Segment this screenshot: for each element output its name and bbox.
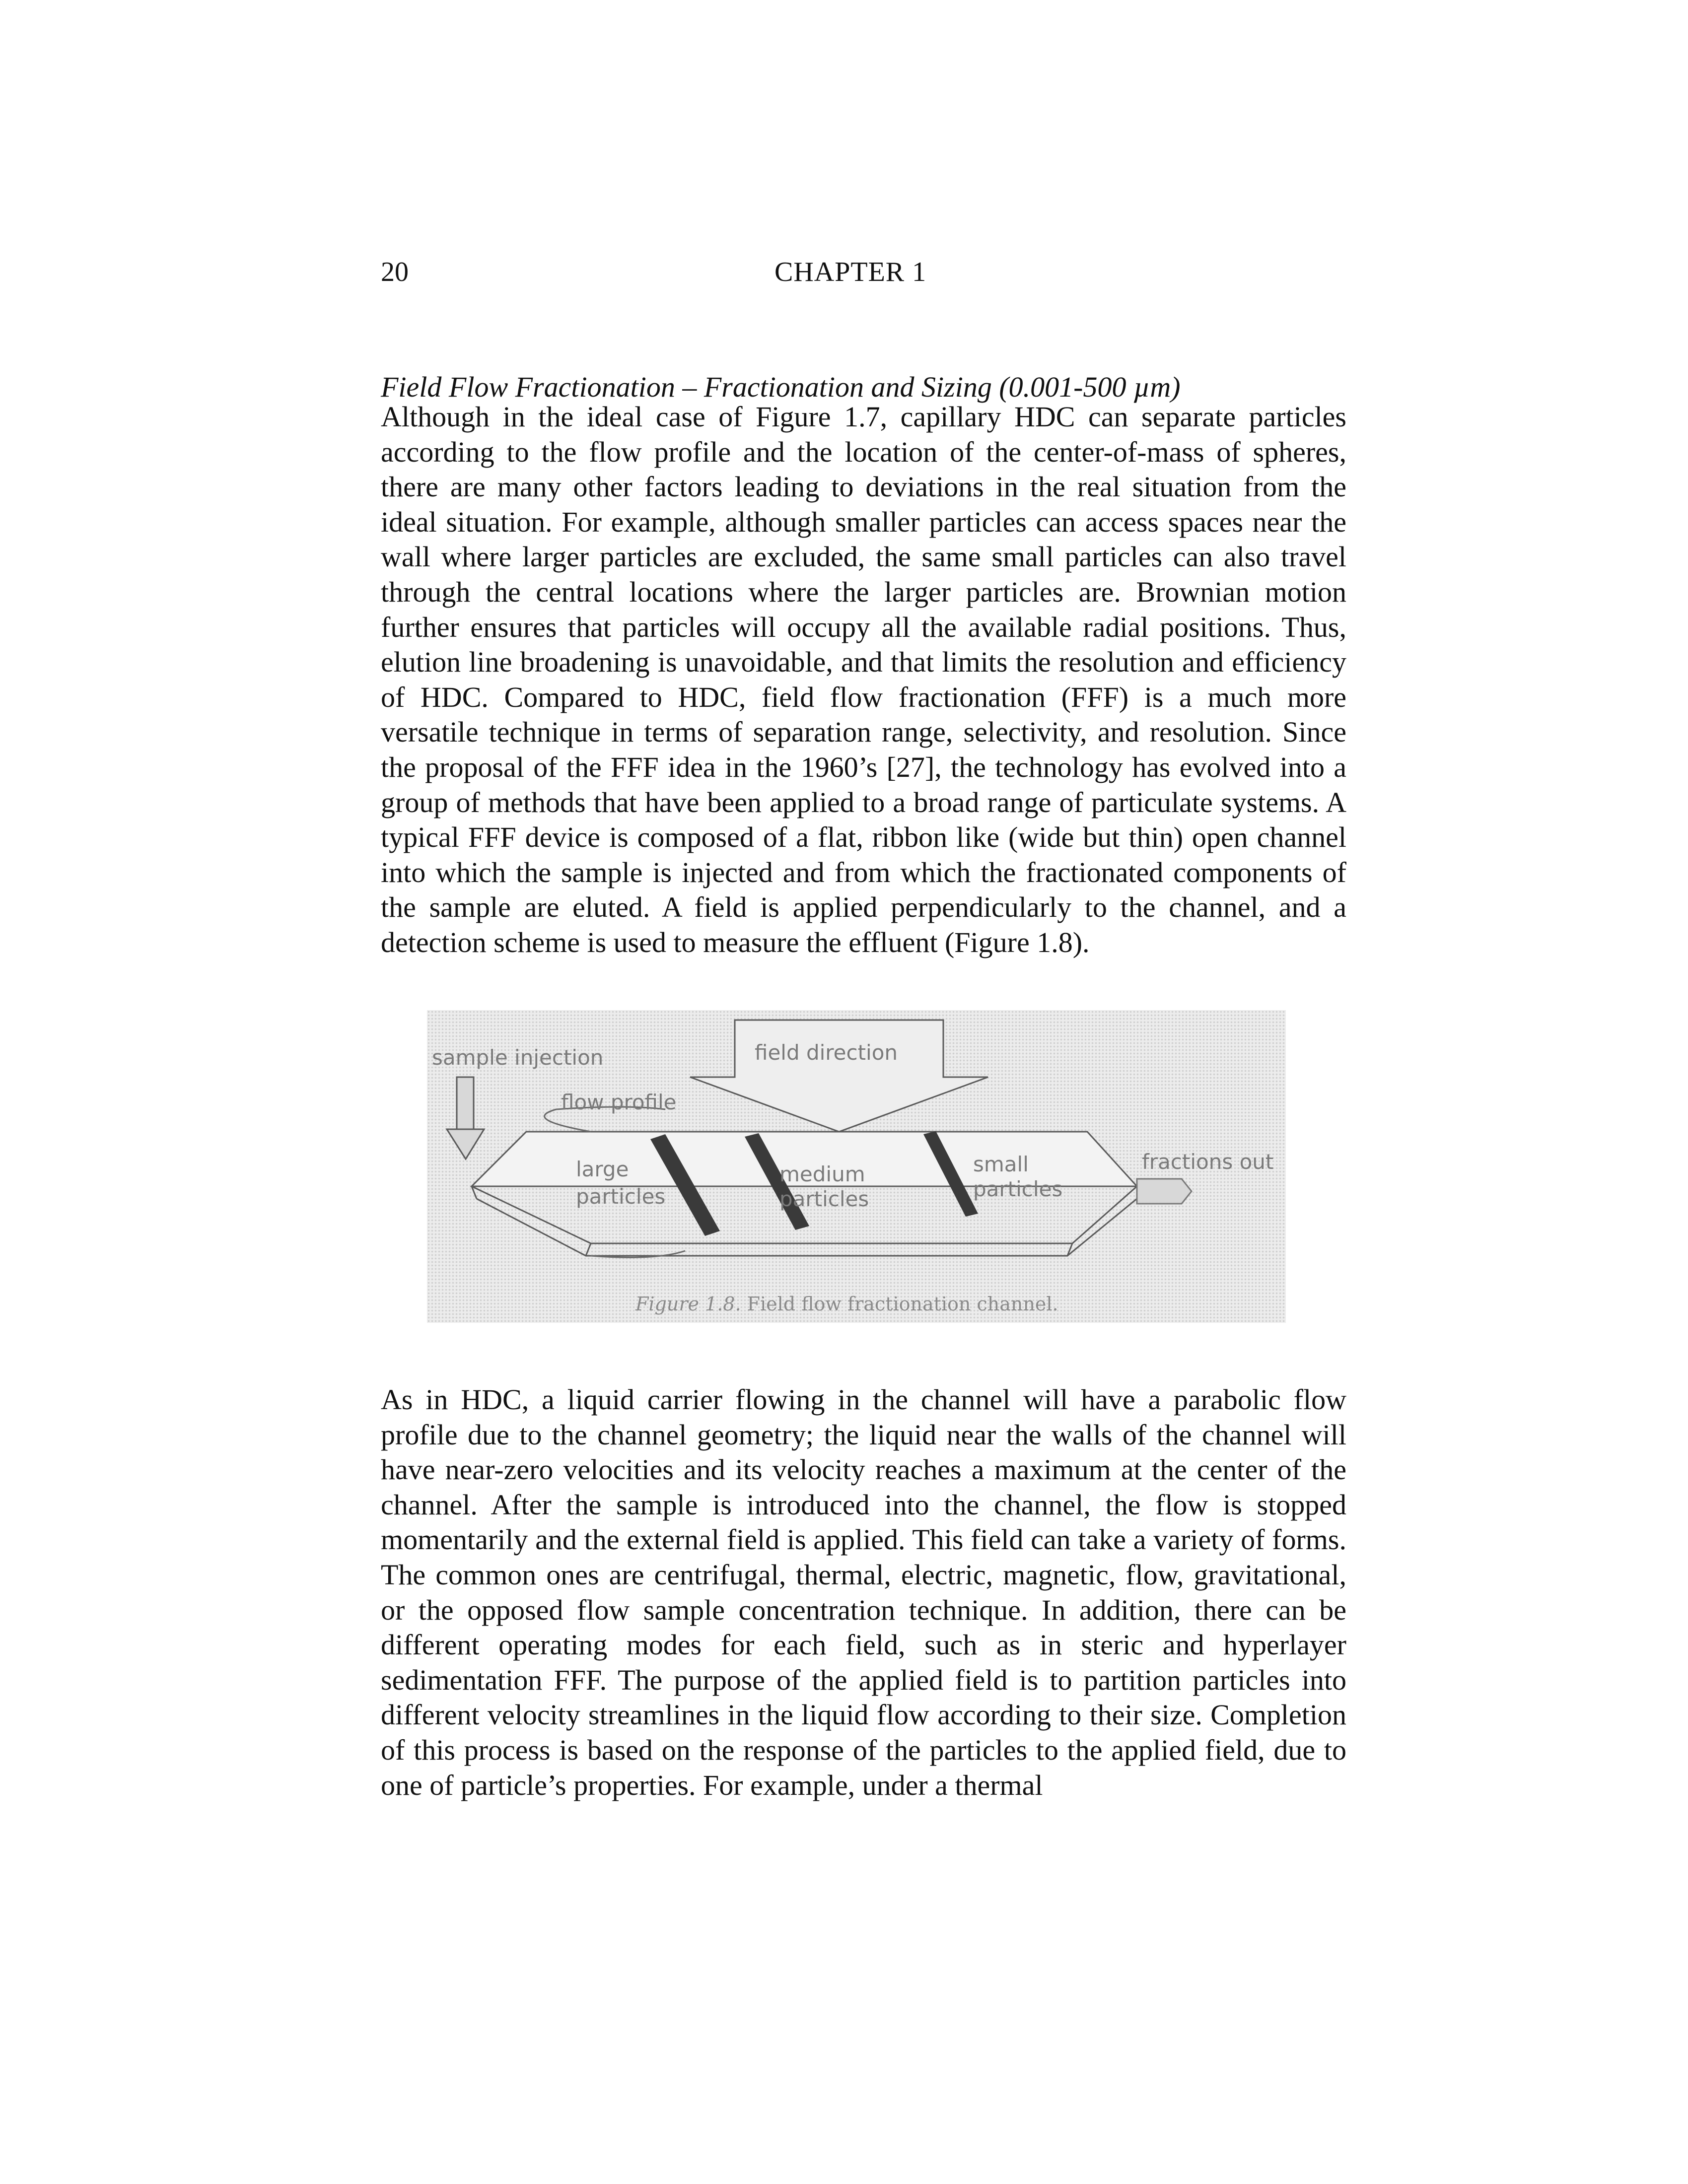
sample-injection-arrow	[447, 1077, 484, 1159]
figure-fff-channel	[427, 1010, 1286, 1323]
label-flow-profile: flow profile	[561, 1090, 677, 1114]
label-small-2: particles	[973, 1177, 1063, 1201]
running-head: CHAPTER 1	[774, 257, 927, 287]
label-sample-injection: sample injection	[432, 1045, 604, 1070]
label-field-direction: field direction	[755, 1040, 898, 1065]
fractions-out-arrow	[1137, 1179, 1192, 1204]
body-paragraph-2: As in HDC, a liquid carrier flowing in the channel will have a parabolic flow profile due to the channel geometry; the liquid near the walls of the channel will have near-zero velocities and its velocity reaches a maximum at the center of the channel. After the sample is introduced into the channel, the flow is stopped momentarily and the external field is applied. This field can take a variety of forms. The common ones are centrifugal, thermal, electric, magnetic, flow, gravitational, or the opposed flow sample concentration technique. In addition, there can be different operating modes for each field, such as in steric and hyperlayer sedimentation FFF. The purpose of the applied field is to partition particles into different velocity streamlines in the liquid flow according to their size. Completion of this process is based on the response of the particles to the applied field, due to one of particle’s properties. For example, under a thermal	[381, 1383, 1346, 1801]
label-fractions-out: fractions out	[1142, 1150, 1274, 1174]
label-large-2: particles	[576, 1184, 666, 1209]
channel-corner-line	[586, 1243, 591, 1256]
figure-caption	[635, 1293, 1058, 1315]
label-medium-2: particles	[779, 1187, 869, 1211]
fff-channel-diagram	[427, 1010, 1286, 1323]
figure-caption-prefix: Figure 1.8.	[635, 1293, 741, 1315]
label-medium-1: medium	[779, 1162, 865, 1186]
body-paragraph-1: Although in the ideal case of Figure 1.7, capillary HDC can separate particles according to the flow profile and the location of the center-of-mass of spheres, there are many other factors leading to deviations in the real situation from the ideal situation. For example, although smaller particles can access spaces near the wall where larger particles are excluded, the same small particles can also travel through the central locations where the larger particles are. Brownian motion further ensures that particles will occupy all the available radial positions. Thus, elution line broadening is unavoidable, and that limits the resolution and efficiency of HDC. Compared to HDC, field flow fractionation (FFF) is a much more versatile technique in terms of separation range, selectivity, and resolution. Since the proposal of the FFF idea in the 1960’s [27], the technology has evolved into a group of methods that have been applied to a broad range of particulate systems. A typical FFF device is composed of a flat, ribbon like (wide but thin) open channel into which the sample is injected and from which the fractionated components of the sample are eluted. A field is applied perpendicularly to the channel, and a detection scheme is used to measure the effluent (Figure 1.8).	[381, 401, 1346, 958]
section-heading: Field Flow Fractionation – Fractionation and Sizing (0.001-500 µm)	[381, 371, 1181, 403]
label-small-1: small	[973, 1152, 1029, 1176]
figure-caption-text: Field flow fractionation channel.	[741, 1293, 1058, 1315]
field-direction-arrow	[690, 1020, 988, 1132]
label-large-1: large	[576, 1157, 629, 1181]
page-number: 20	[381, 257, 409, 287]
